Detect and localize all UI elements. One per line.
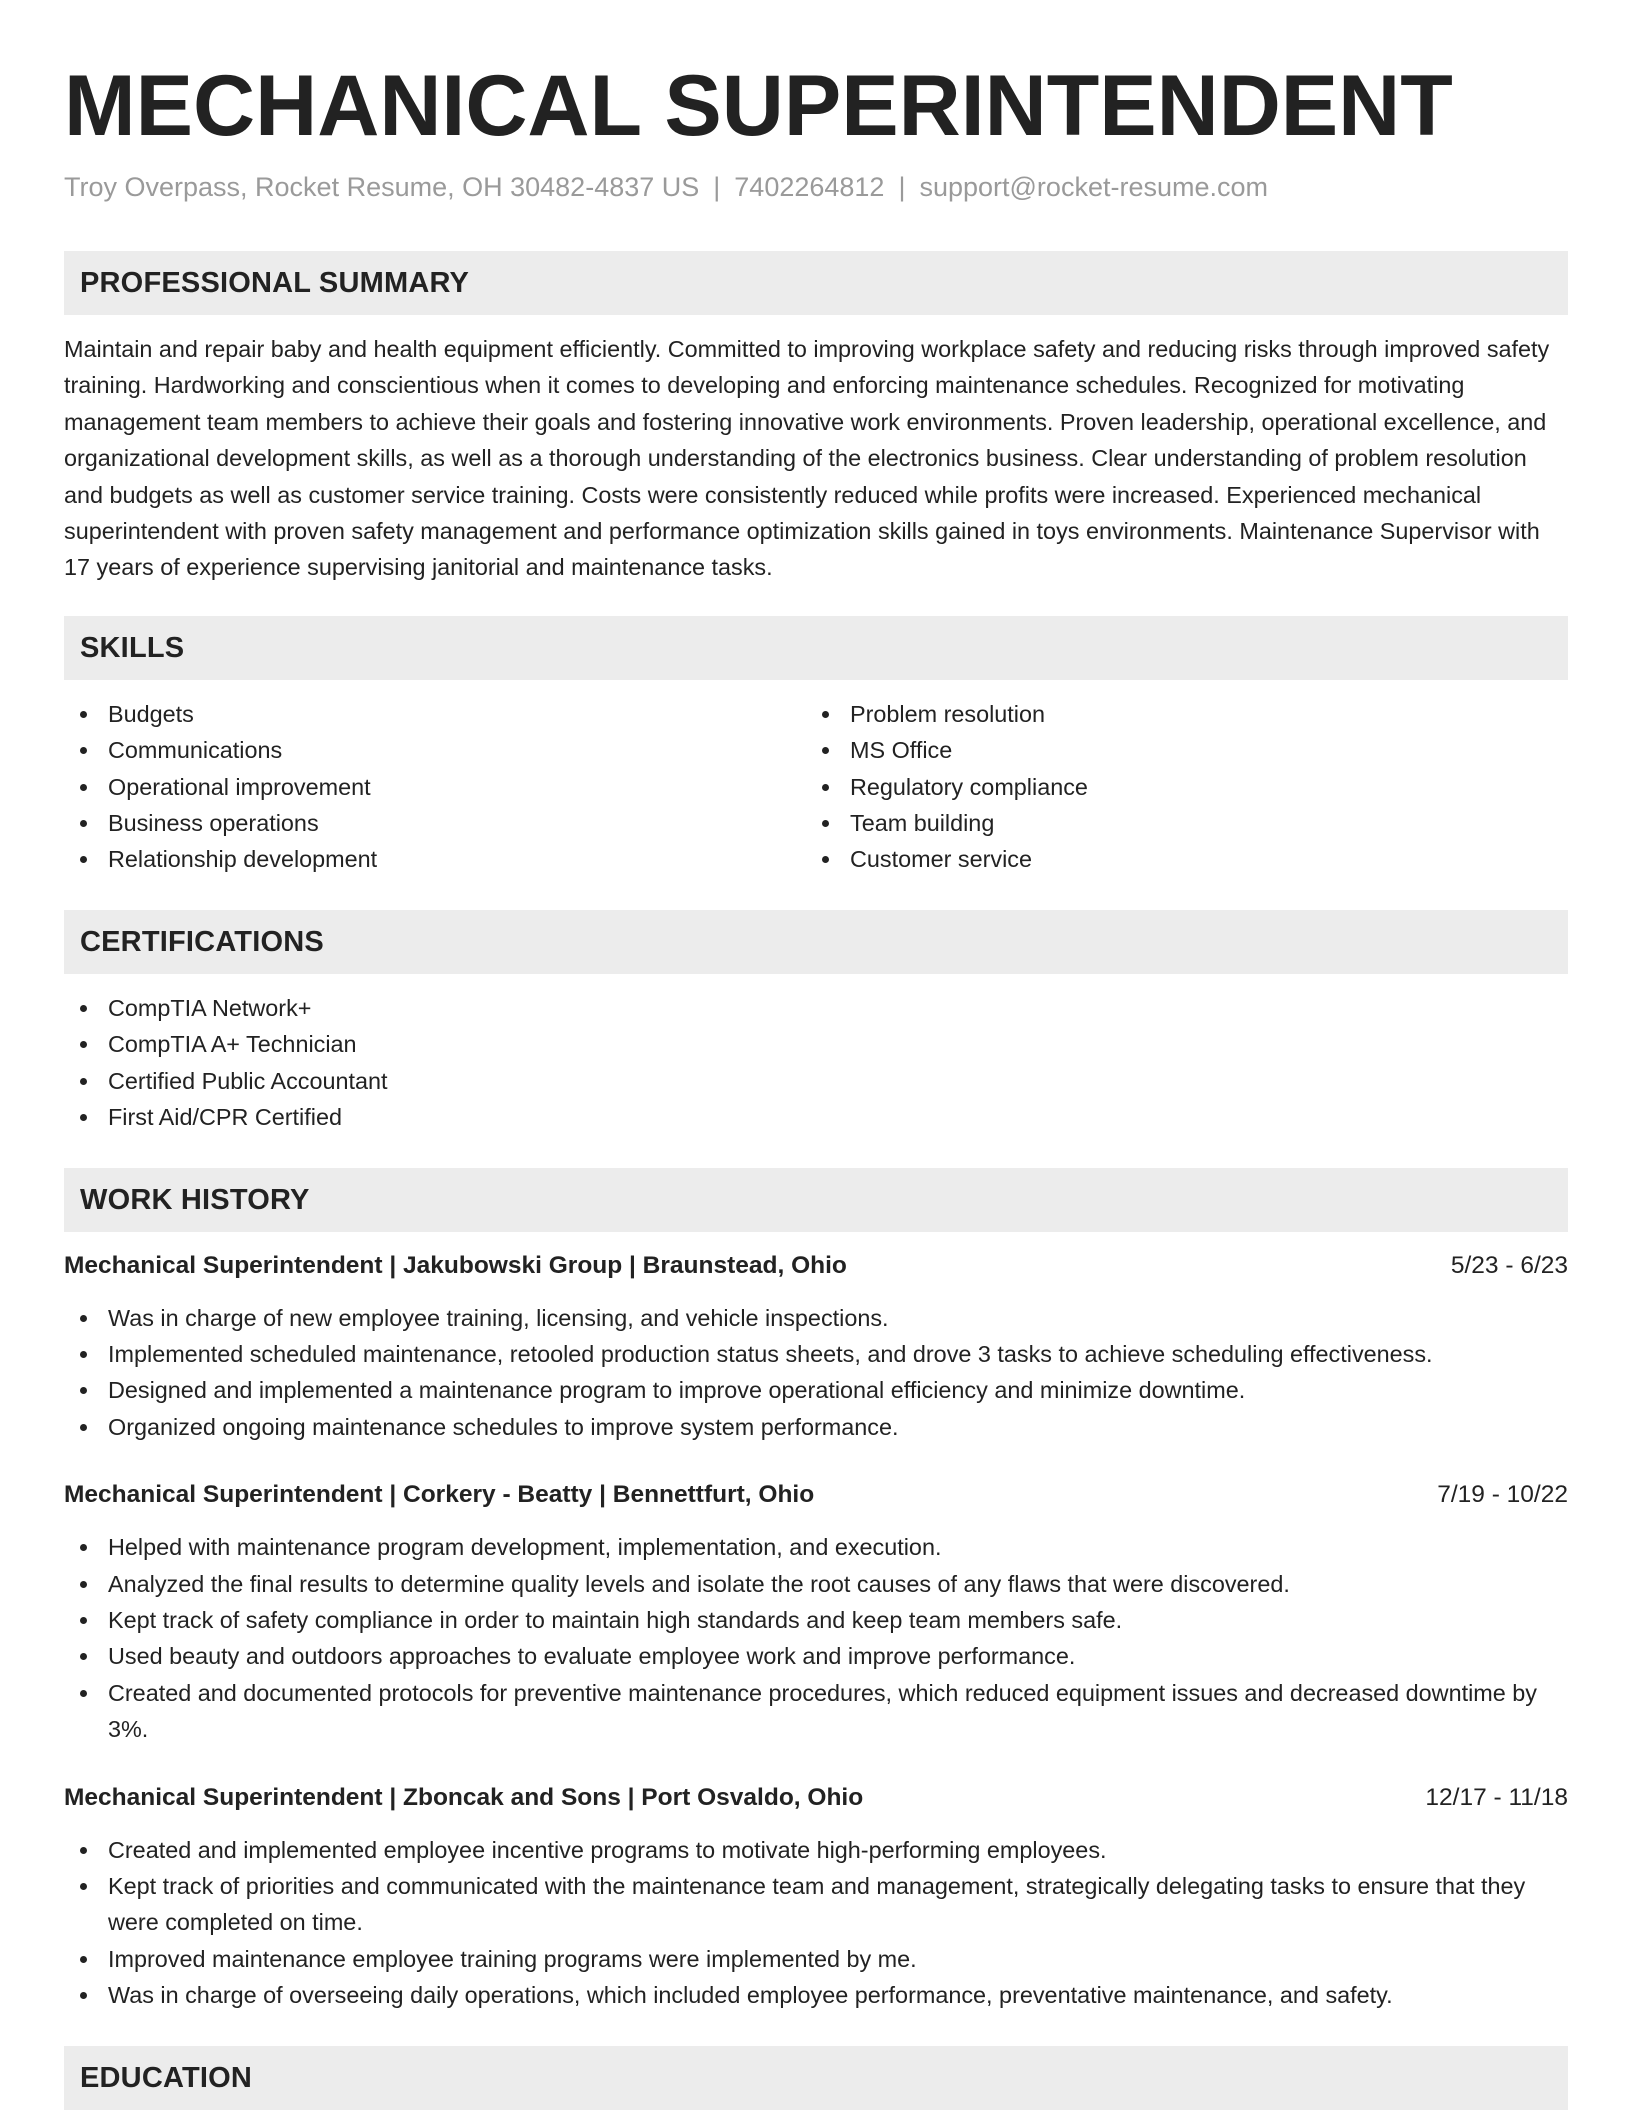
- skill-item: Team building: [806, 805, 1548, 841]
- job-title: Mechanical Superintendent | Zboncak and Sons | Port Osvaldo, Ohio: [64, 1783, 864, 1811]
- contact-email: support@rocket-resume.com: [919, 172, 1268, 202]
- skill-item: Regulatory compliance: [806, 769, 1548, 805]
- job-bullet: Implemented scheduled maintenance, retooled production status sheets, and drove 3 tasks to achieve scheduling effectiveness.: [64, 1336, 1568, 1372]
- job-bullet: Improved maintenance employee training programs were implemented by me.: [64, 1941, 1568, 1977]
- job-bullet: Analyzed the final results to determine quality levels and isolate the root causes of any flaws that were discovered.: [64, 1566, 1568, 1602]
- skill-item: Operational improvement: [64, 769, 806, 805]
- job-dates: 7/19 - 10/22: [1437, 1481, 1568, 1509]
- summary-heading: PROFESSIONAL SUMMARY: [64, 251, 1568, 315]
- job-bullets: [64, 1300, 1568, 1446]
- job-dates: 5/23 - 6/23: [1450, 1251, 1568, 1279]
- certification-item: CompTIA A+ Technician: [64, 1026, 1568, 1062]
- skill-item: MS Office: [806, 732, 1548, 768]
- contact-separator: |: [713, 172, 721, 202]
- job-bullet: Created and documented protocols for preventive maintenance procedures, which reduced equipment issues and decreased downtime by 3%.: [64, 1675, 1568, 1748]
- job-title: Mechanical Superintendent | Jakubowski Group | Braunstead, Ohio: [64, 1251, 847, 1279]
- contact-separator: |: [898, 172, 906, 202]
- summary-text: Maintain and repair baby and health equipment efficiently. Committed to improving workplace safety and reducing risks through improved safety training. Hardworking and conscientious when it comes to developing and enforcing maintenance schedules. Recognized for motivating management team members to achieve their goals and fostering innovative work environments. Proven leadership, operational excellence, and organizational development skills, as well as a thorough understanding of the electronics business. Clear understanding of problem resolution and budgets as well as customer service training. Costs were consistently reduced while profits were increased. Experienced mechanical superintendent with proven safety management and performance optimization skills gained in toys environments. Maintenance Supervisor with 17 years of experience supervising janitorial and maintenance tasks.: [64, 336, 1550, 581]
- skills-heading: SKILLS: [64, 616, 1568, 680]
- resume-page: [64, 0, 1568, 2110]
- candidate-name: MECHANICAL SUPERINTENDENT: [64, 58, 1453, 154]
- job-entry: [64, 1780, 1568, 2014]
- job-bullet: Created and implemented employee incentive programs to motivate high-performing employees.: [64, 1832, 1568, 1868]
- job-bullet: Was in charge of new employee training, licensing, and vehicle inspections.: [64, 1300, 1568, 1336]
- skill-item: Communications: [64, 732, 806, 768]
- skill-item: Problem resolution: [806, 696, 1548, 732]
- certification-item: First Aid/CPR Certified: [64, 1099, 1568, 1135]
- job-entry: [64, 1248, 1568, 1446]
- job-header: [64, 1477, 1568, 1513]
- certifications-heading: CERTIFICATIONS: [64, 910, 1568, 974]
- certification-item: CompTIA Network+: [64, 990, 1568, 1026]
- contact-address: Troy Overpass, Rocket Resume, OH 30482-4837 US: [64, 172, 700, 202]
- job-header: [64, 1248, 1568, 1284]
- job-title: Mechanical Superintendent | Corkery - Beatty | Bennettfurt, Ohio: [64, 1481, 815, 1509]
- skill-item: Customer service: [806, 841, 1548, 877]
- job-bullet: Used beauty and outdoors approaches to evaluate employee work and improve performance.: [64, 1638, 1568, 1674]
- skills-columns: [64, 696, 1568, 878]
- job-dates: 12/17 - 11/18: [1425, 1783, 1568, 1811]
- job-bullets: [64, 1832, 1568, 2014]
- skill-item: Budgets: [64, 696, 806, 732]
- work-history-heading: WORK HISTORY: [64, 1168, 1568, 1232]
- job-bullet: Designed and implemented a maintenance program to improve operational efficiency and minimize downtime.: [64, 1372, 1568, 1408]
- skill-item: Business operations: [64, 805, 806, 841]
- job-bullet: Kept track of priorities and communicated with the maintenance team and management, strategically delegating tasks to ensure that they were completed on time.: [64, 1868, 1568, 1941]
- job-bullet: Kept track of safety compliance in order to maintain high standards and keep team members safe.: [64, 1602, 1568, 1638]
- contact-phone: 7402264812: [734, 172, 885, 202]
- job-bullet: Was in charge of overseeing daily operations, which included employee performance, preventative maintenance, and safety.: [64, 1977, 1568, 2013]
- skill-item: Relationship development: [64, 841, 806, 877]
- job-entry: [64, 1477, 1568, 1747]
- certification-item: Certified Public Accountant: [64, 1063, 1568, 1099]
- education-heading: EDUCATION: [64, 2046, 1568, 2110]
- skills-list-left: [64, 696, 806, 878]
- certifications-list: [64, 990, 1568, 1136]
- job-bullets: [64, 1529, 1568, 1747]
- job-bullet: Helped with maintenance program development, implementation, and execution.: [64, 1529, 1568, 1565]
- contact-line: [64, 170, 1568, 204]
- skills-list-right: [806, 696, 1548, 878]
- job-bullet: Organized ongoing maintenance schedules to improve system performance.: [64, 1409, 1568, 1445]
- job-header: [64, 1780, 1568, 1816]
